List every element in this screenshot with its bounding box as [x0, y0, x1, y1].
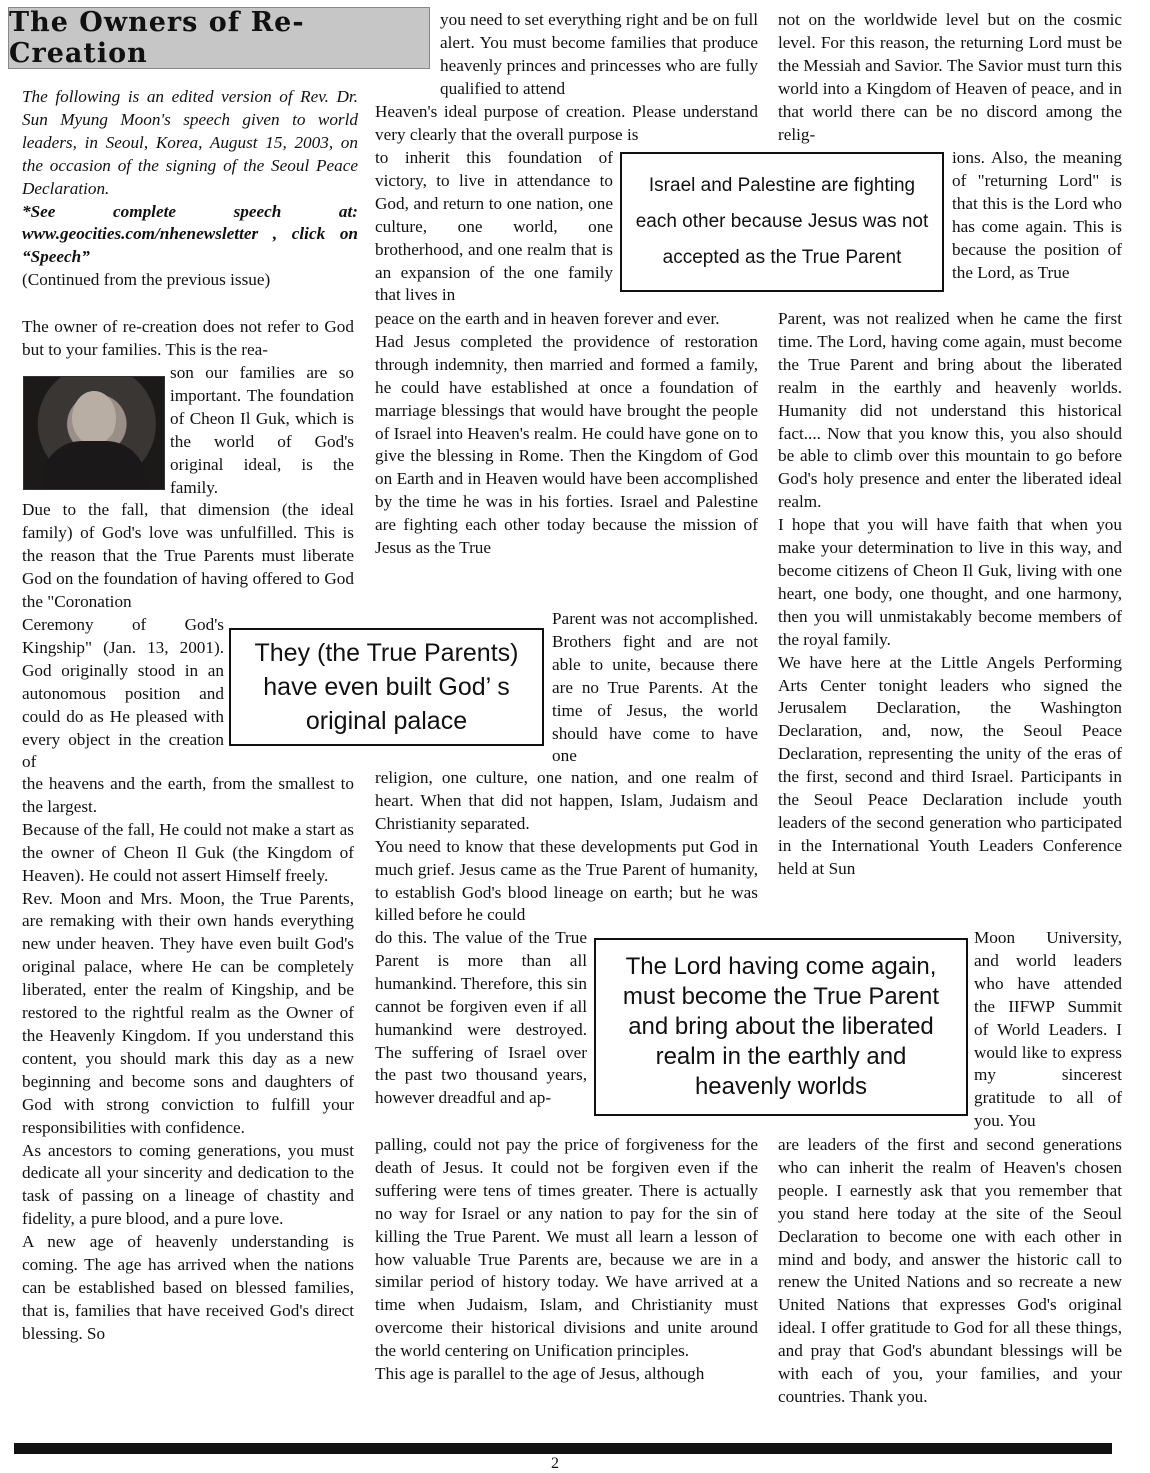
- col2-block-g: [375, 767, 758, 927]
- col3-block-b: [952, 147, 1122, 308]
- col1-paragraph-2b: Ceremony of God's Kingship" (Jan. 13, 2001). God originally stood in an autonomous position and could do as He pleased with every object in the creation of: [22, 615, 224, 772]
- col2-text-h: You need to know that these developments put God in much grief. Jesus came as the True Parent of humanity, to establish God's blood lineage on earth; but he was killed before he could: [375, 836, 758, 925]
- page-number: 2: [551, 1455, 559, 1472]
- pullquote-lord: [594, 938, 968, 1116]
- col1-block-a: [22, 316, 354, 359]
- col3-text-g: are leaders of the first and second generations who can inherit the realm of Heaven's chosen people. I earnestly ask that you remember that you stand here today at the site of the Seoul Declaration to become one with each other in mind and body, and answer the historic call to renew the United Nations and so recreate a new United Nations that expresses God's original ideal. I offer gratitude to God for all these things, and pray that God's abundant blessings will be with each of you, your families, and your countries. Thank you.: [778, 1135, 1122, 1406]
- col2-text-a: you need to set everything right and be on full alert. You must become families that produce heavenly princes and princesses who are fully qualified to attend: [440, 10, 758, 98]
- col2-block-j: [375, 1134, 758, 1434]
- col2-block-d: [375, 308, 758, 608]
- col1-paragraph-5: As ancestors to coming generations, you must dedicate all your sincerity and dedication to the task of passing on a lineage of chastity and fidelity, a pure blood, and a pure love.: [22, 1140, 354, 1229]
- portrait-face: [72, 391, 116, 445]
- pullquote-palace: [229, 628, 544, 746]
- col2-text-k: This age is parallel to the age of Jesus, although: [375, 1364, 705, 1384]
- col3-block-f: [974, 927, 1122, 1134]
- col1-paragraph-3: Because of the fall, He could not make a start as the owner of Cheon Il Guk (the Kingdom of Heaven). He could not assert Himself freely.: [22, 819, 354, 885]
- col1-paragraph-1b: son our families are so important. The foundation of Cheon Il Guk, which is the world of God's original ideal, is the family.: [170, 363, 354, 497]
- col3-text-e: We have here at the Little Angels Performing Arts Center tonight leaders who signed the Jerusalem Declaration, the Washington Declaration, and, now, the Seoul Peace Declaration, representing the unity of the eras of the first, second and third Israel. Participants in the Seoul Peace Declaration include youth leaders of the second generation who participated in the International Youth Leaders Conference held at Sun: [778, 652, 1122, 878]
- col2-text-i: do this. The value of the True Parent is more than all humankind. Therefore, this sin cannot be forgiven even if all humankind were destroyed. The suffering of Israel over the past two thousand years, however dreadful and ap-: [375, 928, 587, 1108]
- col3-text-a: not on the worldwide level but on the cosmic level. For this reason, the returning Lord must be the Messiah and Savior. The Savior must turn this world into a Kingdom of Heaven of peace, and in that world there can be no discord among the relig-: [778, 10, 1122, 144]
- col1-block-c: [22, 499, 354, 614]
- col1-block-b: [170, 362, 354, 498]
- newsletter-link[interactable]: www.geocities.com/nhenewsletter: [22, 224, 259, 244]
- col3-text-c: Parent, was not realized when he came the first time. The Lord, having come again, must become the True Parent and bring about the liberated realm in the earthly and heavenly worlds. Humanity did not understand this historical fact.... Now that you know this, you also should be able to climb over this mountain to go before God's holy presence and enter the liberated ideal realm.: [778, 309, 1122, 512]
- col1-paragraph-1: The owner of re-creation does not refer to God but to your families. This is the rea-: [22, 317, 354, 359]
- col2-block-f: [552, 608, 758, 769]
- col2-block-a: [440, 9, 758, 101]
- continued-note: (Continued from the previous issue): [22, 270, 271, 290]
- portrait-photo: [23, 376, 165, 490]
- intro-click-label: , click on: [258, 224, 358, 244]
- intro-see-label: *See complete speech at:: [22, 201, 358, 221]
- col2-text-j: palling, could not pay the price of forgiveness for the death of Jesus. It could not be forgiven even if the suffering were tens of times greater. There is actually no way for Israel or any nation to pay for the sin of killing the True Parent. We must all learn a lesson of how valuable True Parents are, because we are in a similar period of history today. We have arrived at a time when Judaism, Islam, and Christianity must overcome their historical divisions and unite around the world centering on Unification principles.: [375, 1135, 758, 1361]
- col2-text-e: Had Jesus completed the providence of restoration through indemnity, then married and formed a family, he could have established at once a foundation of marriage blessings that would have brought the people of Israel into Heaven's realm. He could have gone on to give the blessing in Rome. Then the Kingdom of God on Earth and in Heaven would have been accomplished by the time he was in his forties. Israel and Palestine are fighting each other today because the mission of Jesus as the True: [375, 331, 758, 558]
- col3-text-f: Moon University, and world leaders who have attended the IIFWP Summit of World Leaders. I would like to express my sincerest gratitude to all of you. You: [974, 928, 1122, 1131]
- col1-paragraph-4: Rev. Moon and Mrs. Moon, the True Parents, are remaking with their own hands everything new under heaven. They have even built God's original palace, where He can be completely liberated, enter the realm of Kingship, and be restored to the rightful realm as the Owner of the Heavenly Kingdom. If you understand this content, you should mark this day as a new beginning and become sons and daughters of God with strong conviction to fulfill your responsibilities with confidence.: [22, 888, 354, 1137]
- col3-block-a: [778, 9, 1122, 147]
- col3-block-c: [778, 308, 1122, 927]
- pullquote-lord-text: The Lord having come again, must become the True Parent and bring about the liberated realm in the earthly and heavenly worlds: [622, 953, 940, 1100]
- col1-paragraph-6: A new age of heavenly understanding is coming. The age has arrived when the nations can be established based on blessed families, that is, families that have received God's direct blessing. So: [22, 1232, 354, 1343]
- intro-note: [22, 86, 358, 292]
- intro-text: The following is an edited version of Rev. Dr. Sun Myung Moon's speech given to world leaders, in Seoul, Korea, August 15, 2003, on the occasion of the signing of the Seoul Peace Declaration.: [22, 87, 358, 198]
- speech-link[interactable]: “Speech”: [22, 247, 90, 267]
- col2-text-b: Heaven's ideal purpose of creation. Please understand very clearly that the overall purpose is: [375, 102, 758, 144]
- pullquote-israel-text: Israel and Palestine are fighting each other because Jesus was not accepted as the True Parent: [635, 175, 929, 268]
- col2-text-g: religion, one culture, one nation, and one realm of heart. When that did not happen, Islam, Judaism and Christianity separated.: [375, 768, 758, 833]
- col2-text-c: to inherit this foundation of victory, to live in attendance to God, and return to one nation, one culture, one world, one brotherhood, and one realm that is an expansion of the one family that lives in: [375, 148, 613, 305]
- article-title: The Owners of Re-Creation: [9, 7, 305, 69]
- col1-block-d: [22, 614, 224, 775]
- col2-text-f: Parent was not accomplished. Brothers fight and are not able to unite, because there are no True Parents. At the time of Jesus, the world should have come to have one: [552, 609, 758, 766]
- col2-block-i: [375, 927, 587, 1134]
- col1-block-e: [22, 773, 354, 1433]
- col1-paragraph-2: Due to the fall, that dimension (the ideal family) of God's love was unfulfilled. This is the reason that the True Parents must liberate God on the foundation of having offered to God the "Coronation: [22, 500, 354, 611]
- col1-paragraph-2c: the heavens and the earth, from the smallest to the largest.: [22, 774, 354, 816]
- col3-text-d: I hope that you will have faith that when you make your determination to live in this way, and become citizens of Cheon Il Guk, living with one heart, one body, one thought, and one harmony, then you will unmistakably become members of the royal family.: [778, 515, 1122, 649]
- col2-block-b: [375, 101, 758, 147]
- footer-rule: [14, 1443, 1112, 1454]
- article-title-banner: [8, 7, 430, 69]
- col2-block-c: [375, 147, 613, 308]
- pullquote-palace-text: They (the True Parents) have even built God’ s original palace: [254, 639, 519, 735]
- col3-text-b: ions. Also, the meaning of "returning Lord" is that this is the Lord who has come again. This is because the position of the Lord, as True: [952, 148, 1122, 282]
- col2-text-d: peace on the earth and in heaven forever and ever.: [375, 309, 720, 328]
- portrait-suit: [42, 441, 146, 489]
- col3-block-g: [778, 1134, 1122, 1434]
- pullquote-israel: [620, 152, 944, 292]
